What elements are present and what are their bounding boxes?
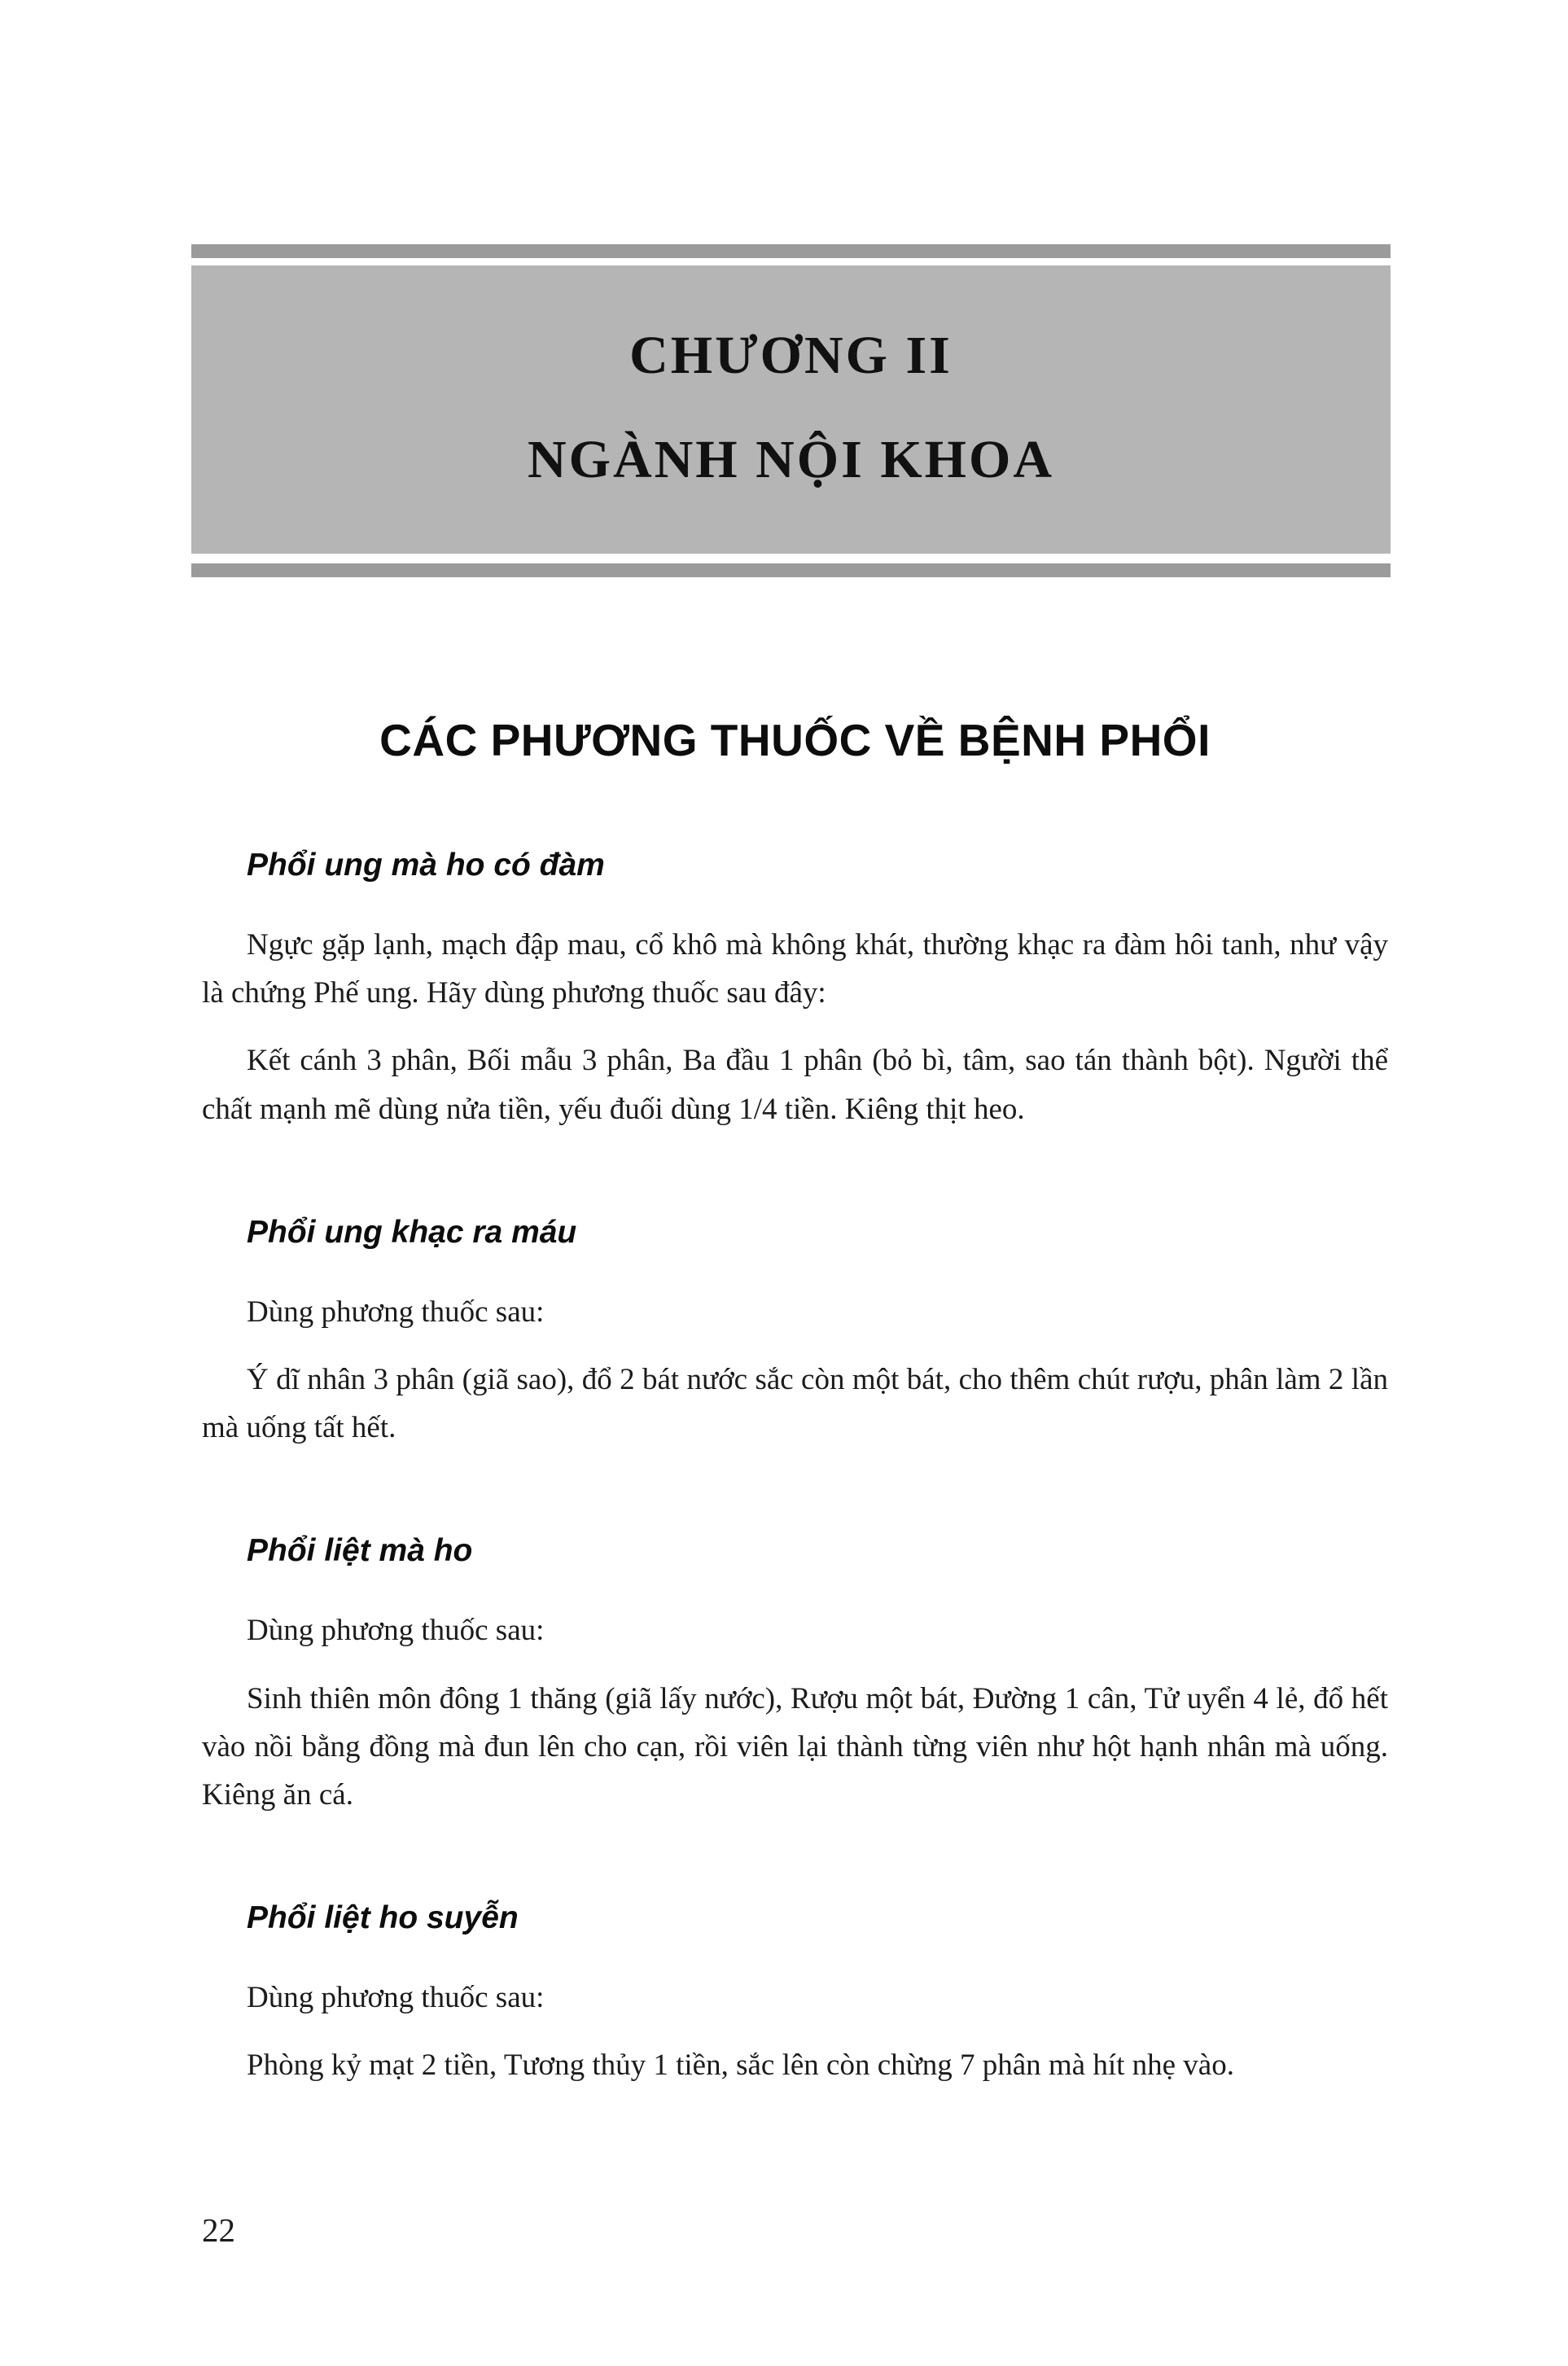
chapter-title-line1: CHƯƠNG II [629, 326, 953, 385]
paragraph: Sinh thiên môn đông 1 thăng (giã lấy nước), Rượu một bát, Đường 1 cân, Tử uyển 4 lẻ, đổ hết vào nồi bằng đồng mà đun lên cho cạn, rồi viên lại thành từng viên như hột hạnh nhân mà uống. Kiêng ăn cá. [202, 1681, 1388, 1812]
section-title: CÁC PHƯƠNG THUỐC VỀ BỆNH PHỔI [379, 715, 1211, 765]
paragraph: Kết cánh 3 phân, Bối mẫu 3 phân, Ba đầu 1 phân (bỏ bì, tâm, sao tán thành bột). Người thể chất mạnh mẽ dùng nửa tiền, yếu đuối dùng 1/4 tiền. Kiêng thịt heo. [202, 1044, 1388, 1126]
chapter-banner-box [191, 265, 1391, 554]
sub-heading: Phổi ung khạc ra máu [247, 1214, 577, 1250]
page-content [202, 714, 1388, 2089]
section [202, 848, 1388, 1133]
paragraph: Ý dĩ nhân 3 phân (giã sao), đổ 2 bát nước sắc còn một bát, cho thêm chút rượu, phân làm 2 lần mà uống tất hết. [202, 1362, 1388, 1445]
chapter-banner [191, 244, 1391, 577]
section [202, 1215, 1388, 1452]
paragraph: Dùng phương thuốc sau: [247, 1614, 545, 1648]
paragraph: Phòng kỷ mạt 2 tiền, Tương thủy 1 tiền, sắc lên còn chừng 7 phân mà hít nhẹ vào. [247, 2048, 1234, 2083]
banner-bottom-rule [191, 563, 1391, 577]
sub-heading: Phổi liệt ho suyễn [247, 1900, 519, 1936]
sub-heading: Phổi ung mà ho có đàm [247, 848, 605, 883]
paragraph: Ngực gặp lạnh, mạch đập mau, cổ khô mà không khát, thường khạc ra đàm hôi tanh, như vậy là chứng Phế ung. Hãy dùng phương thuốc sau đây: [202, 928, 1388, 1010]
page-number: 22 [202, 2211, 235, 2249]
banner-top-rule [191, 244, 1391, 258]
section [202, 1900, 1388, 2089]
paragraph: Dùng phương thuốc sau: [247, 1295, 545, 1329]
paragraph: Dùng phương thuốc sau: [247, 1981, 545, 2015]
sub-heading: Phổi liệt mà ho [247, 1533, 473, 1569]
section [202, 1533, 1388, 1819]
chapter-title-line2: NGÀNH NỘI KHOA [527, 430, 1055, 489]
